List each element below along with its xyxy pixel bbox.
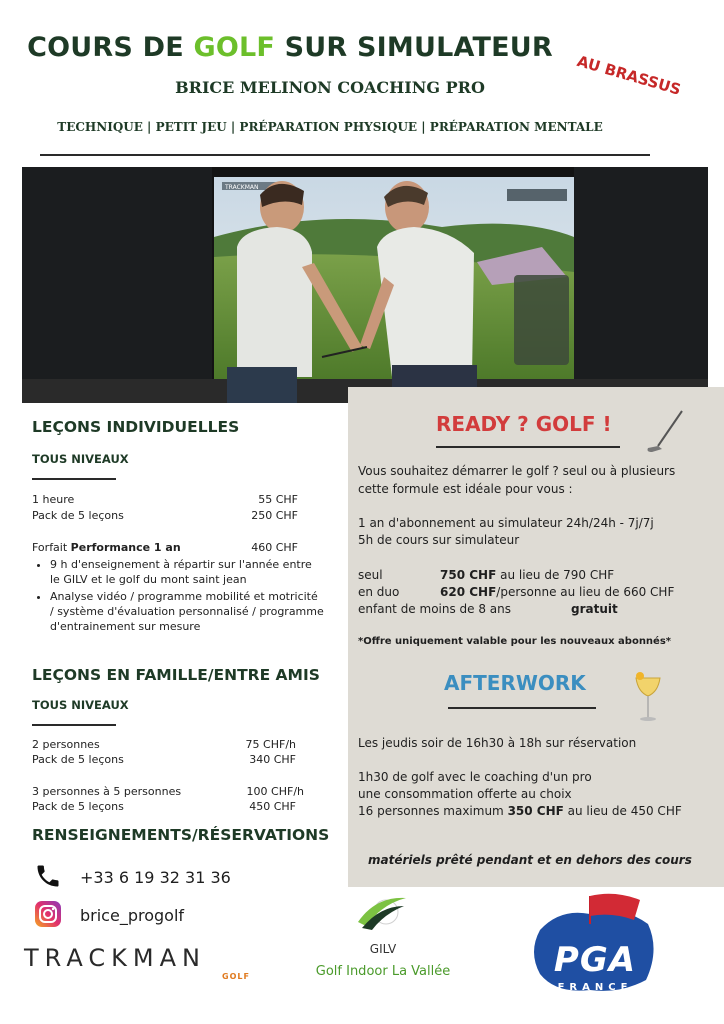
afterwork-line-4-pre: 16 personnes maximum — [358, 804, 508, 818]
tagline: TECHNIQUE | PETIT JEU | PRÉPARATION PHYSIQUE | PRÉPARATION MENTALE — [57, 120, 603, 134]
price-rest: /personne au lieu de 660 CHF — [496, 585, 675, 599]
offer-note: *Offre uniquement valable pour les nouveaux abonnés* — [358, 636, 672, 647]
pga-sub: FRANCE — [557, 982, 633, 993]
price-value — [440, 584, 674, 602]
ready-divider — [436, 446, 620, 448]
price-bold: 750 CHF — [440, 568, 497, 582]
list-item: • 9 h d'enseignement à répartir sur l'année entre le GILV et le golf du mont saint jean — [50, 557, 324, 587]
row-label: Pack de 5 leçons — [32, 800, 124, 813]
equipment-note: matériels prêté pendant et en dehors des cours — [368, 853, 692, 867]
phone-icon — [34, 862, 62, 890]
afterwork-line-2: 1h30 de golf avec le coaching d'un pro — [358, 770, 592, 784]
row-label: 3 personnes à 5 personnes — [32, 785, 182, 798]
ready-golf-heading: READY ? GOLF ! — [436, 412, 612, 436]
trackman-logo — [24, 944, 264, 988]
price-rest: au lieu de 790 CHF — [496, 568, 615, 582]
price-label: enfant de moins de 8 ans — [358, 602, 512, 616]
trackman-logo-sub: GOLF — [222, 972, 250, 981]
gilv-swoosh-icon — [352, 890, 412, 936]
phone-number[interactable]: +33 6 19 32 31 36 — [80, 868, 231, 887]
afterwork-line-4 — [358, 803, 720, 821]
family-level-label: TOUS NIVEAUX — [32, 698, 129, 712]
instagram-icon — [34, 900, 62, 928]
individual-level-label: TOUS NIVEAUX — [32, 452, 129, 466]
forfait-label-pre: Forfait — [32, 541, 71, 554]
gilv-short: GILV — [369, 942, 397, 956]
price-label: en duo — [358, 585, 400, 599]
contact-heading: RENSEIGNEMENTS/RÉSERVATIONS — [32, 826, 330, 844]
price-row — [32, 738, 296, 751]
forfait-row — [32, 541, 298, 554]
simulator-scene-illustration — [22, 167, 708, 403]
row-price: 55 CHF — [258, 493, 298, 506]
ready-intro: Vous souhaitez démarrer le golf ? seul ou à plusieurs cette formule est idéale pour vous : — [358, 464, 676, 496]
forfait-bullets — [34, 557, 324, 636]
afterwork-line-4-post: au lieu de 450 CHF — [563, 804, 682, 818]
afterwork-line-3: une consommation offerte au choix — [358, 787, 572, 801]
screen-brand-label: TRACKMAN — [225, 184, 259, 191]
family-divider — [32, 724, 116, 726]
row-label: 2 personnes — [32, 738, 100, 751]
family-lessons-heading: LEÇONS EN FAMILLE/ENTRE AMIS — [32, 666, 320, 684]
row-price: 340 CHF — [249, 753, 296, 766]
afterwork-line-4-bold: 350 CHF — [507, 804, 564, 818]
location-stamp: AU BRASSUS — [575, 52, 683, 99]
title-post: SUR SIMULATEUR — [275, 32, 553, 63]
afterwork-line-1: Les jeudis soir de 16h30 à 18h sur réservation — [358, 736, 637, 750]
list-item: • Analyse vidéo / programme mobilité et motricité / système d'évaluation personnalisé / programme d'entrainement sur mesure — [50, 589, 324, 634]
afterwork-heading: AFTERWORK — [444, 671, 586, 695]
pga-main: PGA — [553, 940, 637, 980]
row-price: 250 CHF — [251, 509, 298, 522]
pga-france-logo — [520, 890, 670, 1000]
row-price: 75 CHF/h — [245, 738, 296, 751]
header-divider — [40, 154, 650, 156]
gilv-logo — [298, 890, 468, 990]
price-row — [358, 584, 718, 602]
page-title — [0, 32, 580, 63]
price-value — [440, 567, 614, 585]
afterwork-divider — [448, 707, 596, 709]
gilv-full: Golf Indoor La Vallée — [315, 964, 451, 979]
instagram-handle[interactable]: brice_progolf — [80, 906, 185, 925]
cocktail-icon — [630, 668, 666, 726]
row-price: 450 CHF — [249, 800, 296, 813]
title-pre: COURS DE — [27, 32, 194, 63]
individual-divider — [32, 478, 116, 480]
price-row — [32, 785, 304, 798]
simulator-photo — [22, 167, 708, 403]
individual-lessons-heading: LEÇONS INDIVIDUELLES — [32, 418, 240, 436]
forfait-label-bold: Performance 1 an — [70, 541, 181, 554]
forfait-price: 460 CHF — [251, 541, 298, 554]
price-row — [358, 601, 718, 619]
price-row — [32, 493, 298, 506]
title-accent: GOLF — [193, 32, 276, 63]
ready-line-1: 1 an d'abonnement au simulateur 24h/24h - 7j/7j — [358, 516, 654, 530]
price-row — [32, 800, 296, 813]
price-row — [32, 753, 296, 766]
row-label: 1 heure — [32, 493, 75, 506]
row-label: Pack de 5 leçons — [32, 753, 124, 766]
price-bold: gratuit — [571, 602, 618, 616]
golf-club-icon — [644, 408, 688, 456]
price-row — [32, 509, 298, 522]
row-price: 100 CHF/h — [246, 785, 304, 798]
price-row — [358, 567, 718, 585]
price-value — [571, 601, 618, 619]
page-subtitle: BRICE MELINON COACHING PRO — [175, 78, 485, 97]
ready-line-2: 5h de cours sur simulateur — [358, 533, 520, 547]
trackman-logo-main: TRACKMAN — [24, 944, 206, 972]
price-label: seul — [358, 568, 383, 582]
row-label: Pack de 5 leçons — [32, 509, 124, 522]
price-bold: 620 CHF — [440, 585, 497, 599]
